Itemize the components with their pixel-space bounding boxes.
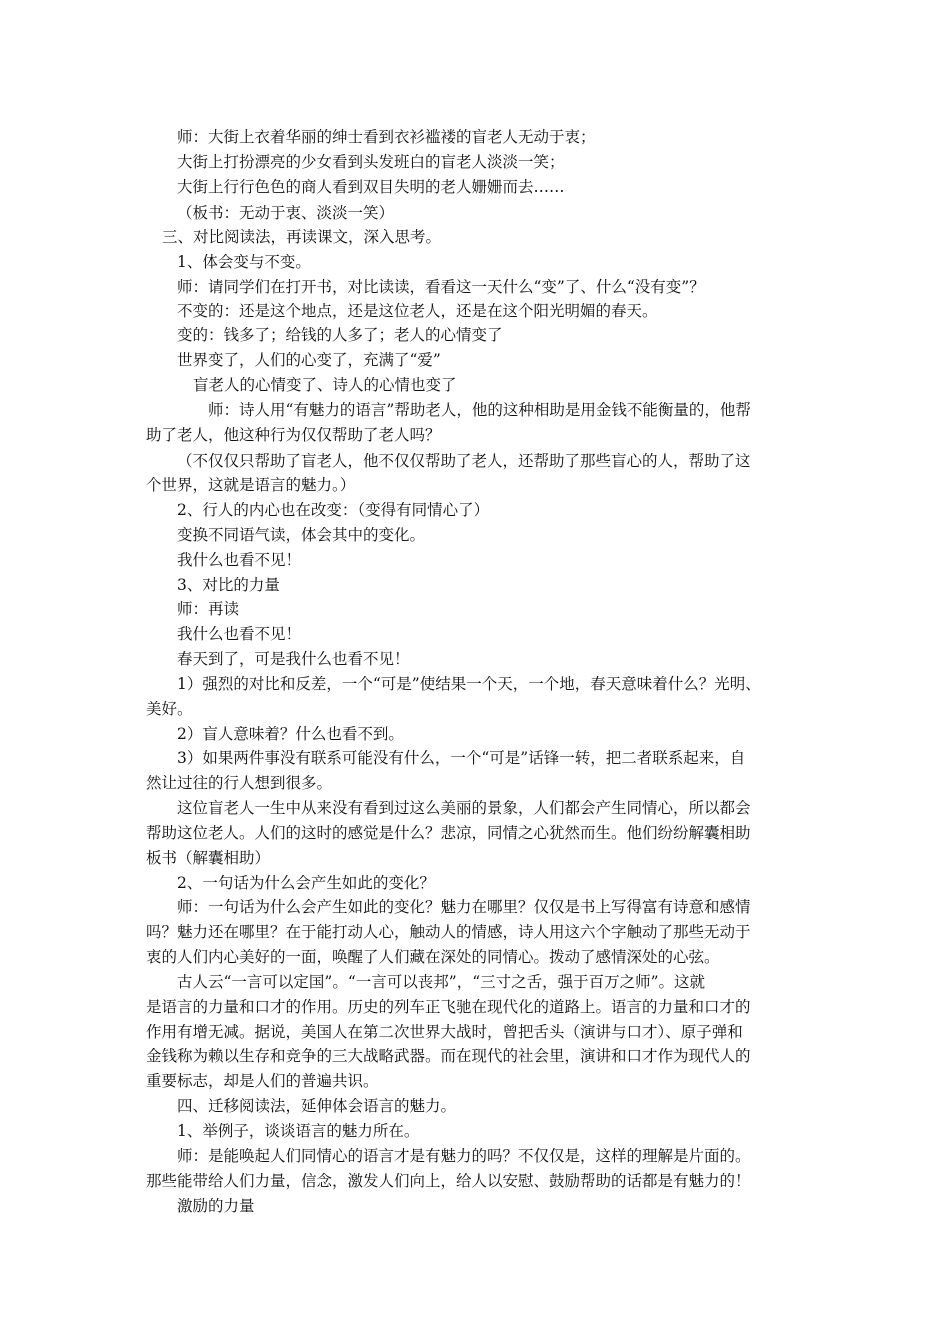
text-line: 吗？魅力还在哪里？在于能打动人心，触动人的情感，诗人用这六个字触动了那些无动于 bbox=[146, 923, 751, 941]
text-line: （板书：无动于衷、淡淡一笑） bbox=[177, 204, 395, 222]
text-line: 古人云“一言可以定国”。“一言可以丧邦”，“三寸之舌，强于百万之师”。这就 bbox=[177, 973, 706, 991]
text-line: 是语言的力量和口才的作用。历史的列车正飞驰在现代化的道路上。语言的力量和口才的 bbox=[146, 998, 751, 1016]
text-line: 我什么也看不见！ bbox=[177, 551, 302, 569]
text-line: 作用有增无减。据说，美国人在第二次世界大战时，曾把舌头（演讲与口才）、原子弹和 bbox=[146, 1023, 743, 1041]
text-line: 变换不同语气读，体会其中的变化。 bbox=[177, 526, 426, 544]
text-line: （不仅仅只帮助了盲老人，他不仅仅帮助了老人，还帮助了那些盲心的人，帮助了这 bbox=[177, 452, 751, 470]
text-line: 帮助这位老人。人们的这时的感觉是什么？悲凉，同情之心犹然而生。他们纷纷解囊相助 bbox=[146, 824, 751, 842]
text-line: 盲老人的心情变了、诗人的心情也变了 bbox=[193, 376, 457, 394]
subsection-heading: 3、对比的力量 bbox=[177, 576, 280, 594]
text-line: 板书（解囊相助） bbox=[146, 849, 271, 867]
text-line: 2）盲人意味着？什么也看不到。 bbox=[177, 725, 404, 743]
text-line: 这位盲老人一生中从来没有看到过这么美丽的景象，人们都会产生同情心，所以都会 bbox=[177, 799, 751, 817]
text-line: 师：是能唤起人们同情心的语言才是有魅力的吗？不仅仅是，这样的理解是片面的。 bbox=[177, 1147, 751, 1165]
text-line: 激励的力量 bbox=[177, 1197, 255, 1215]
text-line: 春天到了，可是我什么也看不见！ bbox=[177, 650, 410, 668]
section-heading: 三、对比阅读法，再读课文，深入思考。 bbox=[162, 228, 442, 246]
text-line: 师：请同学们在打开书，对比读读，看看这一天什么“变”了、什么“没有变”？ bbox=[177, 278, 705, 296]
section-heading: 四、迁移阅读法，延伸体会语言的魅力。 bbox=[177, 1097, 457, 1115]
text-line: 衷的人们内心美好的一面，唤醒了人们藏在深处的同情心。拨动了感情深处的心弦。 bbox=[146, 948, 720, 966]
text-line: 1）强烈的对比和反差，一个“可是”使结果一个天，一个地，春天意味着什么？光明、 bbox=[177, 675, 761, 693]
text-line: 金钱称为赖以生存和竞争的三大战略武器。而在现代的社会里，演讲和口才作为现代人的 bbox=[146, 1047, 751, 1065]
subsection-heading: 1、体会变与不变。 bbox=[177, 253, 311, 271]
text-line: 那些能带给人们力量，信念，激发人们向上，给人以安慰、鼓励帮助的话都是有魅力的！ bbox=[146, 1172, 751, 1190]
subsection-heading: 1、举例子，谈谈语言的魅力所在。 bbox=[177, 1122, 420, 1140]
text-line: 变的：钱多了；给钱的人多了；老人的心情变了 bbox=[177, 326, 503, 344]
text-line: 助了老人，他这种行为仅仅帮助了老人吗？ bbox=[146, 426, 441, 444]
text-line: 师：一句话为什么会产生如此的变化？魅力在哪里？仅仅是书上写得富有诗意和感情 bbox=[177, 898, 751, 916]
text-line: 个世界，这就是语言的魅力。） bbox=[146, 476, 356, 494]
text-line: 大街上行行色色的商人看到双目失明的老人姗姗而去…… bbox=[177, 178, 565, 196]
text-line: 师：大街上衣着华丽的绅士看到衣衫褴褛的盲老人无动于衷； bbox=[177, 128, 596, 146]
text-line: 不变的：还是这个地点，还是这位老人，还是在这个阳光明媚的春天。 bbox=[177, 302, 658, 320]
text-line: 师：诗人用“有魅力的语言”帮助老人，他的这种相助是用金钱不能衡量的，他帮 bbox=[208, 401, 751, 419]
text-line: 大街上打扮漂亮的少女看到头发班白的盲老人淡淡一笑； bbox=[177, 153, 565, 171]
text-line: 重要标志，却是人们的普遍共识。 bbox=[146, 1072, 379, 1090]
text-line: 世界变了，人们的心变了，充满了“爱” bbox=[177, 351, 441, 369]
text-line: 师：再读 bbox=[177, 600, 240, 618]
text-line: 美好。 bbox=[146, 700, 193, 718]
subsection-heading: 2、一句话为什么会产生如此的变化？ bbox=[177, 874, 435, 892]
text-line: 我什么也看不见！ bbox=[177, 625, 302, 643]
text-line: 3）如果两件事没有联系可能没有什么，一个“可是”话锋一转，把二者联系起来，自 bbox=[177, 749, 746, 767]
text-line: 然让过往的行人想到很多。 bbox=[146, 774, 333, 792]
subsection-heading: 2、行人的内心也在改变：（变得有同情心了） bbox=[177, 501, 490, 519]
